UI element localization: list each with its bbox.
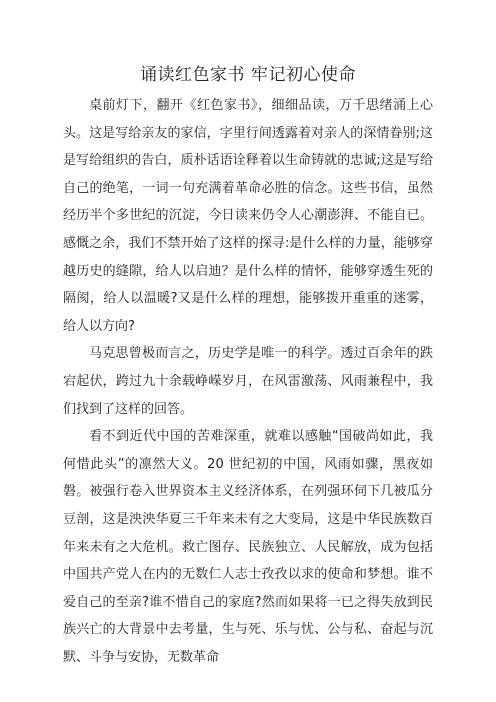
paragraph-1: 桌前灯下，翻开《红色家书》，细细品读，万千思绪涌上心头。这是写给亲友的家信，字里行间透露着对亲人的深情眷别;这是写给组织的告白，质朴话语诠释着以生命铸就的忠诚;这是写给自己的绝笔，一词一句充满着革命必胜的信念。这些书信，虽然经历半个多世纪的沉淀，今日读来仍令人心潮澎湃、不能自已。感慨之余，我们不禁开始了这样的探寻:是什么样的力量，能够穿越历史的缝隙，给人以启迪？是什么样的情怀，能够穿透生死的隔阂，给人以温暖?又是什么样的理想，能够拨开重重的迷雾，给人以方向?	[63, 98, 433, 334]
paragraph-2: 马克思曾极而言之，历史学是唯一的科学。透过百余年的跌宕起伏，跨过九十余载峥嵘岁月，在风雷激荡、风雨兼程中，我们找到了这样的回答。	[63, 346, 433, 417]
document-body	[63, 92, 433, 671]
document-title: 诵读红色家书 牢记初心使命	[140, 65, 356, 85]
paragraph-3: 看不到近代中国的苦难深重，就难以感触“国破尚如此，我何惜此头”的凛然大义。20 世纪初的中国，风雨如骤，黑夜如磐。被强行卷入世界资本主义经济体系，在列强环伺下几被瓜分豆剖，这是泱泱华夏三千年来未有之大变局，这是中华民族数百年来未有之大危机。救亡图存、民族独立、人民解放，成为包括中国共产党人在内的无数仁人志士孜孜以求的使命和梦想。谁不爱自己的至亲?谁不惜自己的家庭?然而如果将一已之得失放到民族兴亡的大背景中去考量，生与死、乐与忧、公与私、奋起与沉默、斗争与安协，无数革命	[63, 429, 433, 665]
